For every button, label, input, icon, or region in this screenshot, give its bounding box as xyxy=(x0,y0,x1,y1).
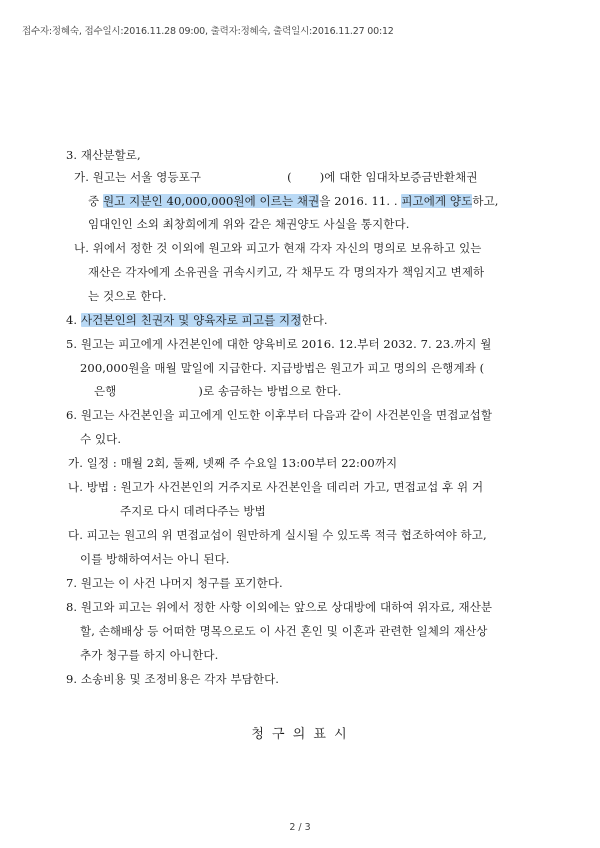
item-5-line-2: 200,000원을 매월 말일에 지급한다. 지급방법은 원고가 피고 명의의 은행계좌 ( xyxy=(80,361,485,375)
item-3-ga-line-2-pre: 중 xyxy=(88,194,103,208)
page-number: 2 / 3 xyxy=(289,822,311,833)
item-5-line-1: 5. 원고는 피고에게 사건본인에 대한 양육비로 2016. 12.부터 2032. 7. 23.까지 월 xyxy=(66,337,492,351)
item-4 xyxy=(66,313,328,327)
fax-header-stamp: 접수자:정혜숙, 접수일시:2016.11.28 09:00, 출력자:정혜숙, 출력일시:2016.11.27 00:12 xyxy=(22,26,394,37)
item-3-heading: 3. 재산분할로, xyxy=(66,148,141,162)
item-3-na-line-1: 나. 위에서 정한 것 이외에 원고와 피고가 현재 각자 자신의 명의로 보유하고 있는 xyxy=(74,241,482,255)
item-6-line-2: 수 있다. xyxy=(80,432,122,446)
item-6-da-line-1: 다. 피고는 원고의 위 면접교섭이 원만하게 실시될 수 있도록 적극 협조하여야 하고, xyxy=(68,528,487,542)
item-4-post: 한다. xyxy=(301,313,328,327)
item-3-ga-line-1-c: )에 대한 임대차보증금반환채권 xyxy=(319,170,478,184)
item-6-line-1: 6. 원고는 사건본인을 피고에게 인도한 이후부터 다음과 같이 사건본인을 면접교섭할 xyxy=(66,408,493,422)
highlight-transfer-to-defendant: 피고에게 양도 xyxy=(401,194,473,208)
item-4-num: 4. xyxy=(66,313,81,327)
item-3-ga-line-2 xyxy=(88,194,499,208)
item-3-ga-line-3: 임대인인 소외 최창희에게 위와 같은 채권양도 사실을 통지한다. xyxy=(88,217,410,231)
item-5-line-3 xyxy=(94,384,341,398)
section-title: 청 구 의 표 시 xyxy=(251,727,349,742)
item-6-na-line-1: 나. 방법 : 원고가 사건본인의 거주지로 사건본인을 데리러 가고, 면접교섭 후 위 거 xyxy=(68,480,484,494)
item-3-ga-line-2-post: 하고, xyxy=(472,194,499,208)
item-3-ga-line-1 xyxy=(74,170,478,184)
item-6-ga: 가. 일정 : 매월 2회, 둘째, 넷째 주 수요일 13:00부터 22:00까지 xyxy=(68,456,398,470)
highlight-creditor-share: 원고 지분인 40,000,000원에 이르는 채권 xyxy=(102,194,320,208)
item-7: 7. 원고는 이 사건 나머지 청구를 포기한다. xyxy=(66,576,283,590)
item-3-ga-line-2-mid: 을 2016. 11. . xyxy=(319,194,402,208)
item-3-na-line-3: 는 것으로 한다. xyxy=(88,289,167,303)
item-3-na-line-2: 재산은 각자에게 소유권을 귀속시키고, 각 채무도 각 명의자가 책임지고 변제하 xyxy=(88,265,485,279)
item-6-da-line-2: 이를 방해하여서는 아니 된다. xyxy=(80,552,230,566)
item-3-ga-line-1-a: 가. 원고는 서울 영등포구 xyxy=(74,170,202,184)
item-8-line-2: 할, 손해배상 등 어떠한 명목으로도 이 사건 혼인 및 이혼과 관련한 일체의 재산상 xyxy=(80,624,488,638)
item-5-line-3-a: 은행 xyxy=(94,384,117,398)
item-8-line-3: 추가 청구를 하지 아니한다. xyxy=(80,648,219,662)
item-6-na-line-2: 주지로 다시 데려다주는 방법 xyxy=(120,504,266,518)
item-8-line-1: 8. 원고와 피고는 위에서 정한 사항 이외에는 앞으로 상대방에 대하여 위자료, 재산분 xyxy=(66,600,493,614)
highlight-custody-designation: 사건본인의 친권자 및 양육자로 피고를 지정 xyxy=(80,313,302,327)
item-9: 9. 소송비용 및 조정비용은 각자 부담한다. xyxy=(66,672,280,686)
item-5-line-3-b: )로 송금하는 방법으로 한다. xyxy=(198,384,342,398)
item-3-ga-line-1-b: ( xyxy=(287,170,292,184)
